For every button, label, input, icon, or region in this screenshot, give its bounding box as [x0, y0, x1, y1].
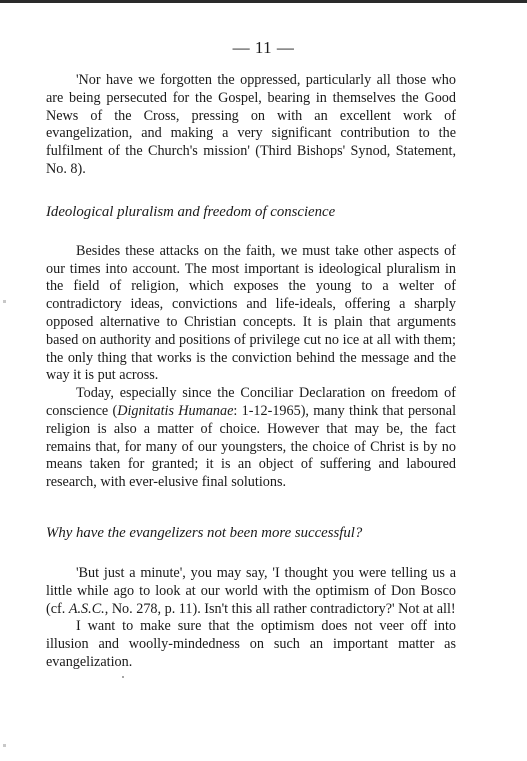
pluralism-paragraph: Besides these attacks on the faith, we must take other aspects of our times into account. The most important is ideological pluralism in the field of religion, which exposes the young to a welter of contradictory ideas, convictions and life-ideals, offering a sharply opposed alternative to Christian concepts. It is plain that arguments based on authority and positions of privilege cut no ice at all with them; the only thing that works is the conviction behind the message and the way it is put across. — [46, 242, 456, 384]
page-body — [46, 72, 456, 672]
document-title-italic: Dignitatis Humanae — [117, 402, 234, 419]
paragraph-text: , No. 278, p. 11). Isn't this all rather contradictory?' Not at all! — [104, 600, 456, 617]
synod-quote-paragraph: 'Nor have we forgotten the oppressed, particularly all those who are being persecuted for the Gospel, bearing in themselves the Good News of the Cross, pressing on with an excellent work of evangelization, and making a very significant contribution to the fulfilment of the Church's mission' (Third Bishops' Synod, Statement, No. 8). — [46, 72, 456, 177]
optimism-question-paragraph — [46, 565, 456, 618]
citation-italic: A.S.C. — [68, 600, 105, 617]
scan-edge-mark — [3, 300, 6, 303]
section-heading-evangelizers: Why have the evangelizers not been more successful? — [46, 524, 363, 541]
freedom-of-conscience-paragraph — [46, 385, 456, 492]
page-number: — 11 — — [232, 38, 295, 57]
paragraph-text: : 1-12-1965), many think that personal religion is also a matter of choice. However that may be, the fact remains that, for many of our youngsters, the choice of Christ is by no means taken for granted; it is an object of suffering and laboured research, with ever-elusive final solutions. — [46, 402, 457, 491]
scan-edge-mark — [3, 744, 6, 747]
paragraph-text: 'But just a minute', you may say, 'I thought you were telling us a little while ago to look at our world with the optimism of Don Bosco (cf. — [46, 564, 456, 617]
paragraph-text: Today, especially since the Conciliar Declaration on freedom of conscience ( — [46, 385, 456, 419]
stray-mark — [122, 676, 124, 678]
top-border-rule — [0, 0, 527, 3]
evangelization-paragraph: I want to make sure that the optimism does not veer off into illusion and woolly-mindedness on such an important matter as evangelization. — [46, 618, 456, 670]
section-heading-ideological-pluralism: Ideological pluralism and freedom of conscience — [46, 203, 336, 220]
